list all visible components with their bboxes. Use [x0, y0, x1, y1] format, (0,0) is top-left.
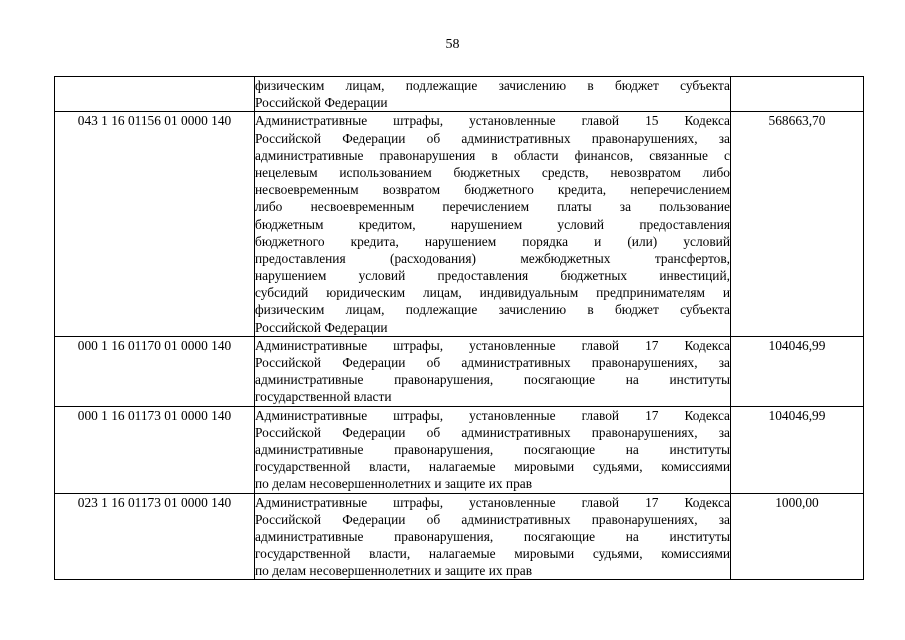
description-line: физическим лицам, подлежащие зачислению в бюджет субъекта: [255, 78, 730, 93]
page-number: 58: [445, 37, 460, 52]
table-row: [55, 336, 864, 406]
description-line: либо несвоевременным перечислением платы за пользование: [255, 199, 730, 215]
revenue-description-cell: [255, 406, 731, 493]
revenue-code-cell: 000 1 16 01173 01 0000 140: [55, 406, 255, 493]
description-line: Российской Федерации об административных правонарушениях, за: [255, 130, 730, 146]
description-line: Российской Федерации: [255, 95, 388, 111]
description-line: по делам несовершеннолетних и защите их прав: [255, 476, 533, 492]
description-line: государственной власти: [255, 389, 392, 405]
amount-cell: 568663,70: [731, 112, 864, 336]
description-line: административные правонарушения, посягающие на институты: [255, 372, 730, 388]
description-line: нецелевым использованием бюджетных средств, невозвратом либо: [255, 164, 730, 180]
table-body: [55, 77, 864, 580]
revenue-code-cell: 000 1 16 01170 01 0000 140: [55, 336, 255, 406]
amount-cell: 104046,99: [731, 336, 864, 406]
description-line: Российской Федерации об административных правонарушениях, за: [255, 424, 730, 440]
description-line: Российской Федерации: [255, 319, 388, 335]
description-line: предоставления (расходования) межбюджетных трансфертов,: [255, 250, 730, 266]
table-row: [55, 77, 864, 112]
description-line: государственной власти, налагаемые мировыми судьями, комиссиями: [255, 546, 730, 562]
revenue-code-cell: 043 1 16 01156 01 0000 140: [55, 112, 255, 336]
budget-revenue-table: [54, 76, 864, 580]
description-line: нарушением условий предоставления бюджетных инвестиций,: [255, 268, 730, 284]
amount-cell: 1000,00: [731, 493, 864, 580]
description-line: административные правонарушения, посягающие на институты: [255, 528, 730, 544]
description-line: Российской Федерации об административных правонарушениях, за: [255, 511, 730, 527]
description-line: Административные штрафы, установленные главой 17 Кодекса: [255, 337, 730, 353]
revenue-code-cell: 023 1 16 01173 01 0000 140: [55, 493, 255, 580]
table-row: [55, 112, 864, 336]
description-line: Российской Федерации об административных правонарушениях, за: [255, 355, 730, 370]
description-line: по делам несовершеннолетних и защите их прав: [255, 563, 533, 579]
description-line: государственной власти, налагаемые мировыми судьями, комиссиями: [255, 459, 730, 475]
description-line: административные правонарушения, посягающие на институты: [255, 441, 730, 457]
table-row: [55, 493, 864, 580]
revenue-description-cell: [255, 493, 731, 580]
description-line: физическим лицам, подлежащие зачислению в бюджет субъекта: [255, 302, 730, 318]
description-line: бюджетного кредита, нарушением порядка и (или) условий: [255, 233, 730, 249]
table-row: [55, 406, 864, 493]
revenue-description-cell: [255, 112, 731, 336]
amount-cell: [731, 77, 864, 112]
description-line: Административные штрафы, установленные главой 17 Кодекса: [255, 407, 730, 423]
revenue-description-cell: [255, 77, 731, 112]
description-line: субсидий юридическим лицам, индивидуальным предпринимателям и: [255, 285, 730, 301]
description-line: несвоевременным возвратом бюджетного кредита, неперечислением: [255, 182, 730, 198]
revenue-code-cell: [55, 77, 255, 112]
description-line: Административные штрафы, установленные главой 15 Кодекса: [255, 113, 730, 129]
description-line: бюджетным кредитом, нарушением условий предоставления: [255, 216, 730, 232]
amount-cell: 104046,99: [731, 406, 864, 493]
revenue-description-cell: [255, 336, 731, 406]
description-line: административные правонарушения в области финансов, связанные с: [255, 147, 730, 163]
description-line: Административные штрафы, установленные главой 17 Кодекса: [255, 494, 730, 510]
